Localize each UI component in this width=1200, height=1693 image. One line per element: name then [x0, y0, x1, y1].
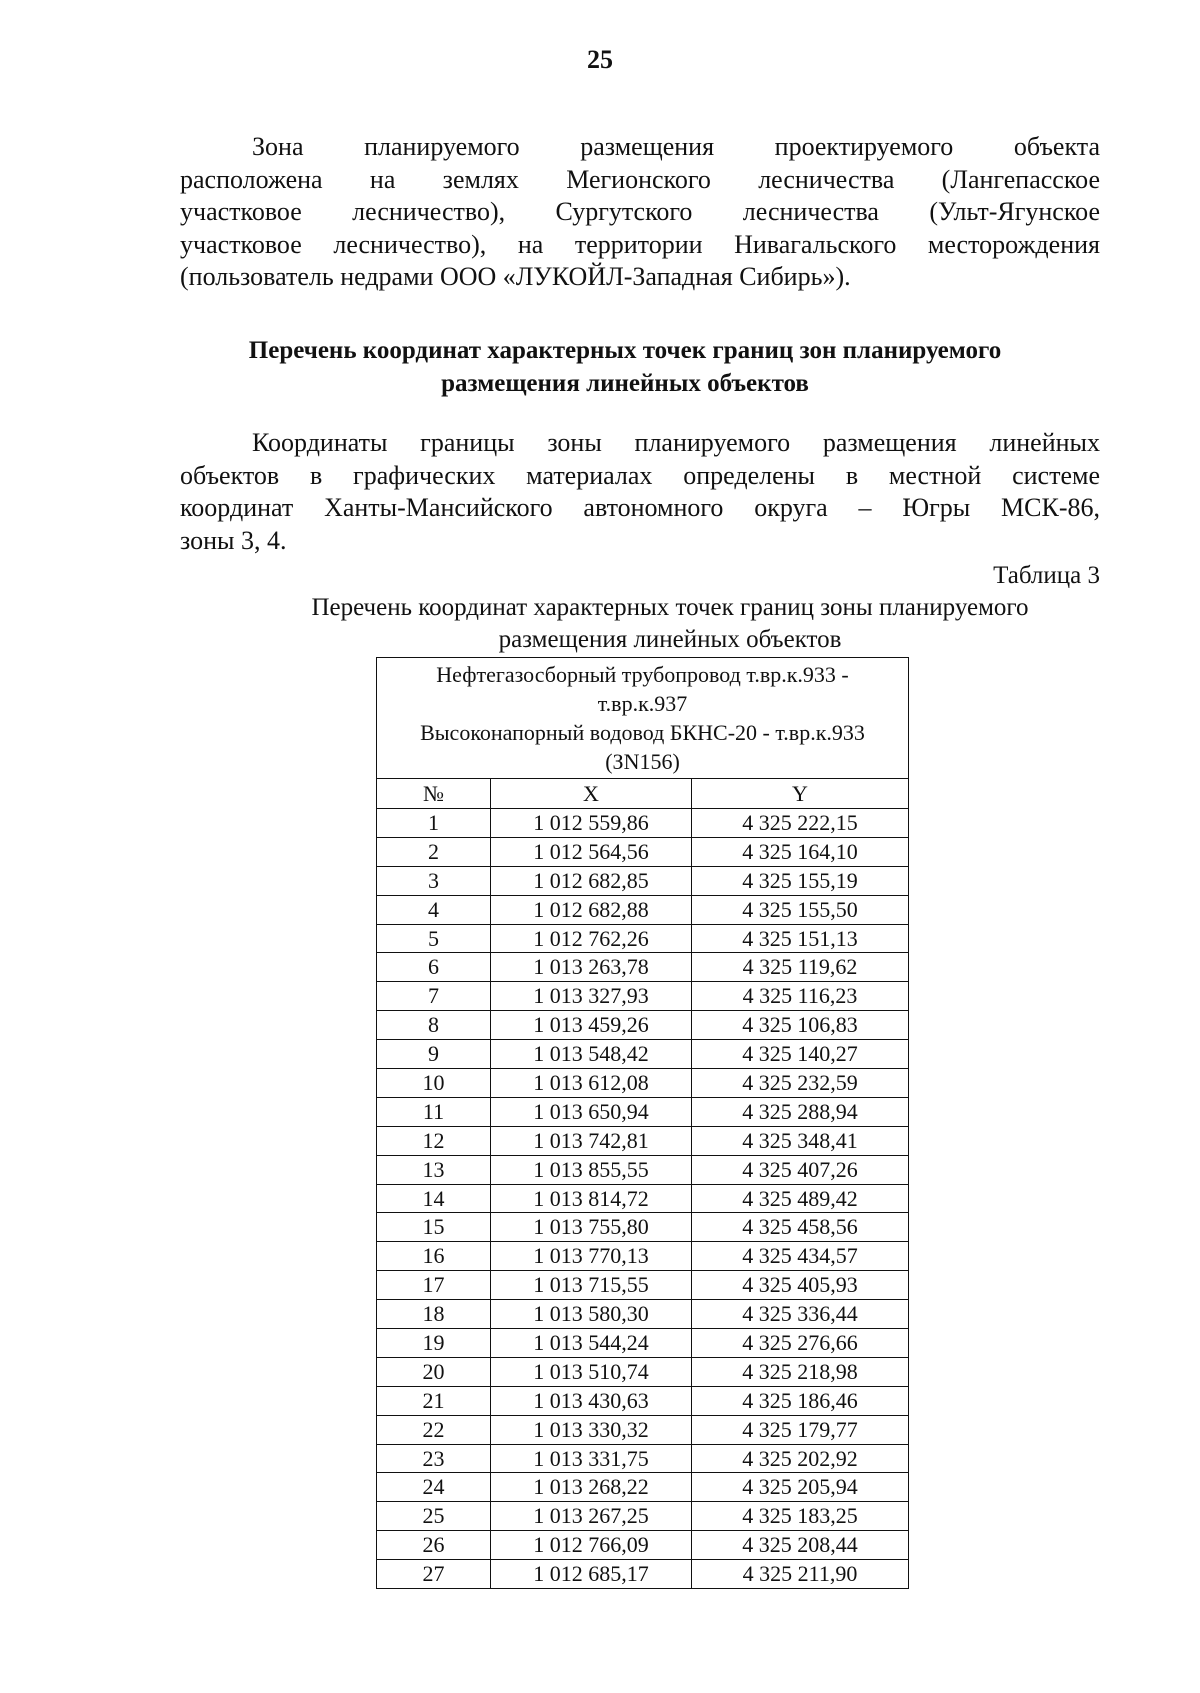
table-row [377, 1242, 909, 1271]
table-object-header [377, 658, 909, 779]
point-number-cell: 3 [377, 866, 491, 895]
y-coordinate-cell: 4 325 151,13 [692, 924, 909, 953]
y-coordinate-cell: 4 325 211,90 [692, 1560, 909, 1589]
y-coordinate-cell: 4 325 489,42 [692, 1184, 909, 1213]
y-coordinate-cell: 4 325 434,57 [692, 1242, 909, 1271]
point-number-cell: 20 [377, 1357, 491, 1386]
table-column-headers [377, 779, 909, 809]
point-number-cell: 10 [377, 1069, 491, 1098]
point-number-cell: 21 [377, 1386, 491, 1415]
x-coordinate-cell: 1 012 682,85 [491, 866, 692, 895]
table-row [377, 1213, 909, 1242]
column-header-y: Y [692, 779, 909, 809]
x-coordinate-cell: 1 013 544,24 [491, 1329, 692, 1358]
table-row [377, 895, 909, 924]
object-description-cell [377, 658, 909, 779]
object-line: т.вр.к.937 [597, 691, 688, 716]
table-row [377, 1415, 909, 1444]
table-row [377, 924, 909, 953]
section-heading-line: размещения линейных объектов [441, 370, 809, 397]
point-number-cell: 13 [377, 1155, 491, 1184]
table-row [377, 1531, 909, 1560]
object-line: Нефтегазосборный трубопровод т.вр.к.933 - [436, 662, 849, 687]
x-coordinate-cell: 1 013 510,74 [491, 1357, 692, 1386]
table-row [377, 1560, 909, 1589]
x-coordinate-cell: 1 013 755,80 [491, 1213, 692, 1242]
point-number-cell: 22 [377, 1415, 491, 1444]
point-number-cell: 11 [377, 1097, 491, 1126]
column-header-x: X [491, 779, 692, 809]
point-number-cell: 27 [377, 1560, 491, 1589]
point-number-cell: 5 [377, 924, 491, 953]
table-row [377, 1386, 909, 1415]
coordinates-line: координат Ханты-Мансийского автономного округа – Югры МСК-86, [180, 493, 1100, 522]
table-caption [240, 592, 1100, 656]
point-number-cell: 4 [377, 895, 491, 924]
table-row [377, 1155, 909, 1184]
y-coordinate-cell: 4 325 186,46 [692, 1386, 909, 1415]
intro-line: участковое лесничество), Сургутского лесничества (Ульт-Ягунское [180, 197, 1100, 226]
table-row [377, 1271, 909, 1300]
coordinates-line: зоны 3, 4. [180, 525, 287, 555]
table-row [377, 1069, 909, 1098]
table-row [377, 1502, 909, 1531]
y-coordinate-cell: 4 325 458,56 [692, 1213, 909, 1242]
y-coordinate-cell: 4 325 407,26 [692, 1155, 909, 1184]
x-coordinate-cell: 1 013 814,72 [491, 1184, 692, 1213]
x-coordinate-cell: 1 013 650,94 [491, 1097, 692, 1126]
point-number-cell: 2 [377, 837, 491, 866]
y-coordinate-cell: 4 325 348,41 [692, 1126, 909, 1155]
point-number-cell: 24 [377, 1473, 491, 1502]
y-coordinate-cell: 4 325 155,19 [692, 866, 909, 895]
intro-line: Зона планируемого размещения проектируемого объекта [252, 132, 1100, 161]
point-number-cell: 19 [377, 1329, 491, 1358]
y-coordinate-cell: 4 325 183,25 [692, 1502, 909, 1531]
point-number-cell: 6 [377, 953, 491, 982]
table-row [377, 1011, 909, 1040]
intro-line: (пользователь недрами ООО «ЛУКОЙЛ-Западная Сибирь»). [180, 262, 851, 291]
object-line: (ЗN156) [605, 749, 680, 774]
table-row [377, 1357, 909, 1386]
column-header-number: № [377, 779, 491, 809]
table-row [377, 1473, 909, 1502]
table-row [377, 1184, 909, 1213]
point-number-cell: 18 [377, 1300, 491, 1329]
y-coordinate-cell: 4 325 208,44 [692, 1531, 909, 1560]
section-heading [150, 334, 1100, 400]
point-number-cell: 14 [377, 1184, 491, 1213]
page-number: 25 [587, 45, 613, 74]
coordinates-line: объектов в графических материалах определены в местной системе [180, 460, 1100, 490]
x-coordinate-cell: 1 012 762,26 [491, 924, 692, 953]
table-row [377, 809, 909, 838]
x-coordinate-cell: 1 013 548,42 [491, 1040, 692, 1069]
intro-line: участковое лесничество), на территории Нивагальского месторождения [180, 229, 1100, 259]
point-number-cell: 26 [377, 1531, 491, 1560]
x-coordinate-cell: 1 013 267,25 [491, 1502, 692, 1531]
x-coordinate-cell: 1 013 330,32 [491, 1415, 692, 1444]
x-coordinate-cell: 1 013 327,93 [491, 982, 692, 1011]
coordinates-line: Координаты границы зоны планируемого размещения линейных [252, 428, 1100, 457]
point-number-cell: 16 [377, 1242, 491, 1271]
x-coordinate-cell: 1 012 559,86 [491, 809, 692, 838]
table-caption-line: Перечень координат характерных точек границ зоны планируемого [311, 594, 1029, 621]
x-coordinate-cell: 1 012 685,17 [491, 1560, 692, 1589]
point-number-cell: 9 [377, 1040, 491, 1069]
y-coordinate-cell: 4 325 336,44 [692, 1300, 909, 1329]
table-row [377, 866, 909, 895]
x-coordinate-cell: 1 013 612,08 [491, 1069, 692, 1098]
point-number-cell: 8 [377, 1011, 491, 1040]
point-number-cell: 7 [377, 982, 491, 1011]
x-coordinate-cell: 1 013 855,55 [491, 1155, 692, 1184]
point-number-cell: 12 [377, 1126, 491, 1155]
y-coordinate-cell: 4 325 405,93 [692, 1271, 909, 1300]
point-number-cell: 25 [377, 1502, 491, 1531]
point-number-cell: 15 [377, 1213, 491, 1242]
x-coordinate-cell: 1 013 580,30 [491, 1300, 692, 1329]
x-coordinate-cell: 1 013 268,22 [491, 1473, 692, 1502]
y-coordinate-cell: 4 325 179,77 [692, 1415, 909, 1444]
y-coordinate-cell: 4 325 232,59 [692, 1069, 909, 1098]
x-coordinate-cell: 1 012 682,88 [491, 895, 692, 924]
y-coordinate-cell: 4 325 140,27 [692, 1040, 909, 1069]
y-coordinate-cell: 4 325 276,66 [692, 1329, 909, 1358]
y-coordinate-cell: 4 325 202,92 [692, 1444, 909, 1473]
table-row [377, 982, 909, 1011]
section-heading-line: Перечень координат характерных точек границ зон планируемого [248, 337, 1002, 364]
y-coordinate-cell: 4 325 218,98 [692, 1357, 909, 1386]
x-coordinate-cell: 1 013 331,75 [491, 1444, 692, 1473]
x-coordinate-cell: 1 013 770,13 [491, 1242, 692, 1271]
x-coordinate-cell: 1 013 263,78 [491, 953, 692, 982]
x-coordinate-cell: 1 013 742,81 [491, 1126, 692, 1155]
y-coordinate-cell: 4 325 222,15 [692, 809, 909, 838]
intro-paragraph [180, 131, 1100, 294]
y-coordinate-cell: 4 325 119,62 [692, 953, 909, 982]
table-label: Таблица 3 [993, 562, 1100, 589]
table-row [377, 1444, 909, 1473]
x-coordinate-cell: 1 013 715,55 [491, 1271, 692, 1300]
table-caption-line: размещения линейных объектов [498, 626, 842, 653]
y-coordinate-cell: 4 325 106,83 [692, 1011, 909, 1040]
intro-line: расположена на землях Мегионского лесничества (Лангепасское [180, 164, 1100, 194]
y-coordinate-cell: 4 325 116,23 [692, 982, 909, 1011]
y-coordinate-cell: 4 325 288,94 [692, 1097, 909, 1126]
y-coordinate-cell: 4 325 155,50 [692, 895, 909, 924]
point-number-cell: 17 [377, 1271, 491, 1300]
x-coordinate-cell: 1 012 564,56 [491, 837, 692, 866]
point-number-cell: 1 [377, 809, 491, 838]
table-row [377, 1040, 909, 1069]
point-number-cell: 23 [377, 1444, 491, 1473]
x-coordinate-cell: 1 012 766,09 [491, 1531, 692, 1560]
object-line: Высоконапорный водовод БКНС-20 - т.вр.к.933 [420, 720, 865, 745]
table-row [377, 837, 909, 866]
y-coordinate-cell: 4 325 205,94 [692, 1473, 909, 1502]
x-coordinate-cell: 1 013 430,63 [491, 1386, 692, 1415]
table-row [377, 1097, 909, 1126]
table-row [377, 1126, 909, 1155]
table-row [377, 1300, 909, 1329]
table-row [377, 953, 909, 982]
x-coordinate-cell: 1 013 459,26 [491, 1011, 692, 1040]
coordinates-table [376, 657, 909, 1589]
y-coordinate-cell: 4 325 164,10 [692, 837, 909, 866]
table-row [377, 1329, 909, 1358]
coordinates-paragraph [180, 427, 1100, 557]
